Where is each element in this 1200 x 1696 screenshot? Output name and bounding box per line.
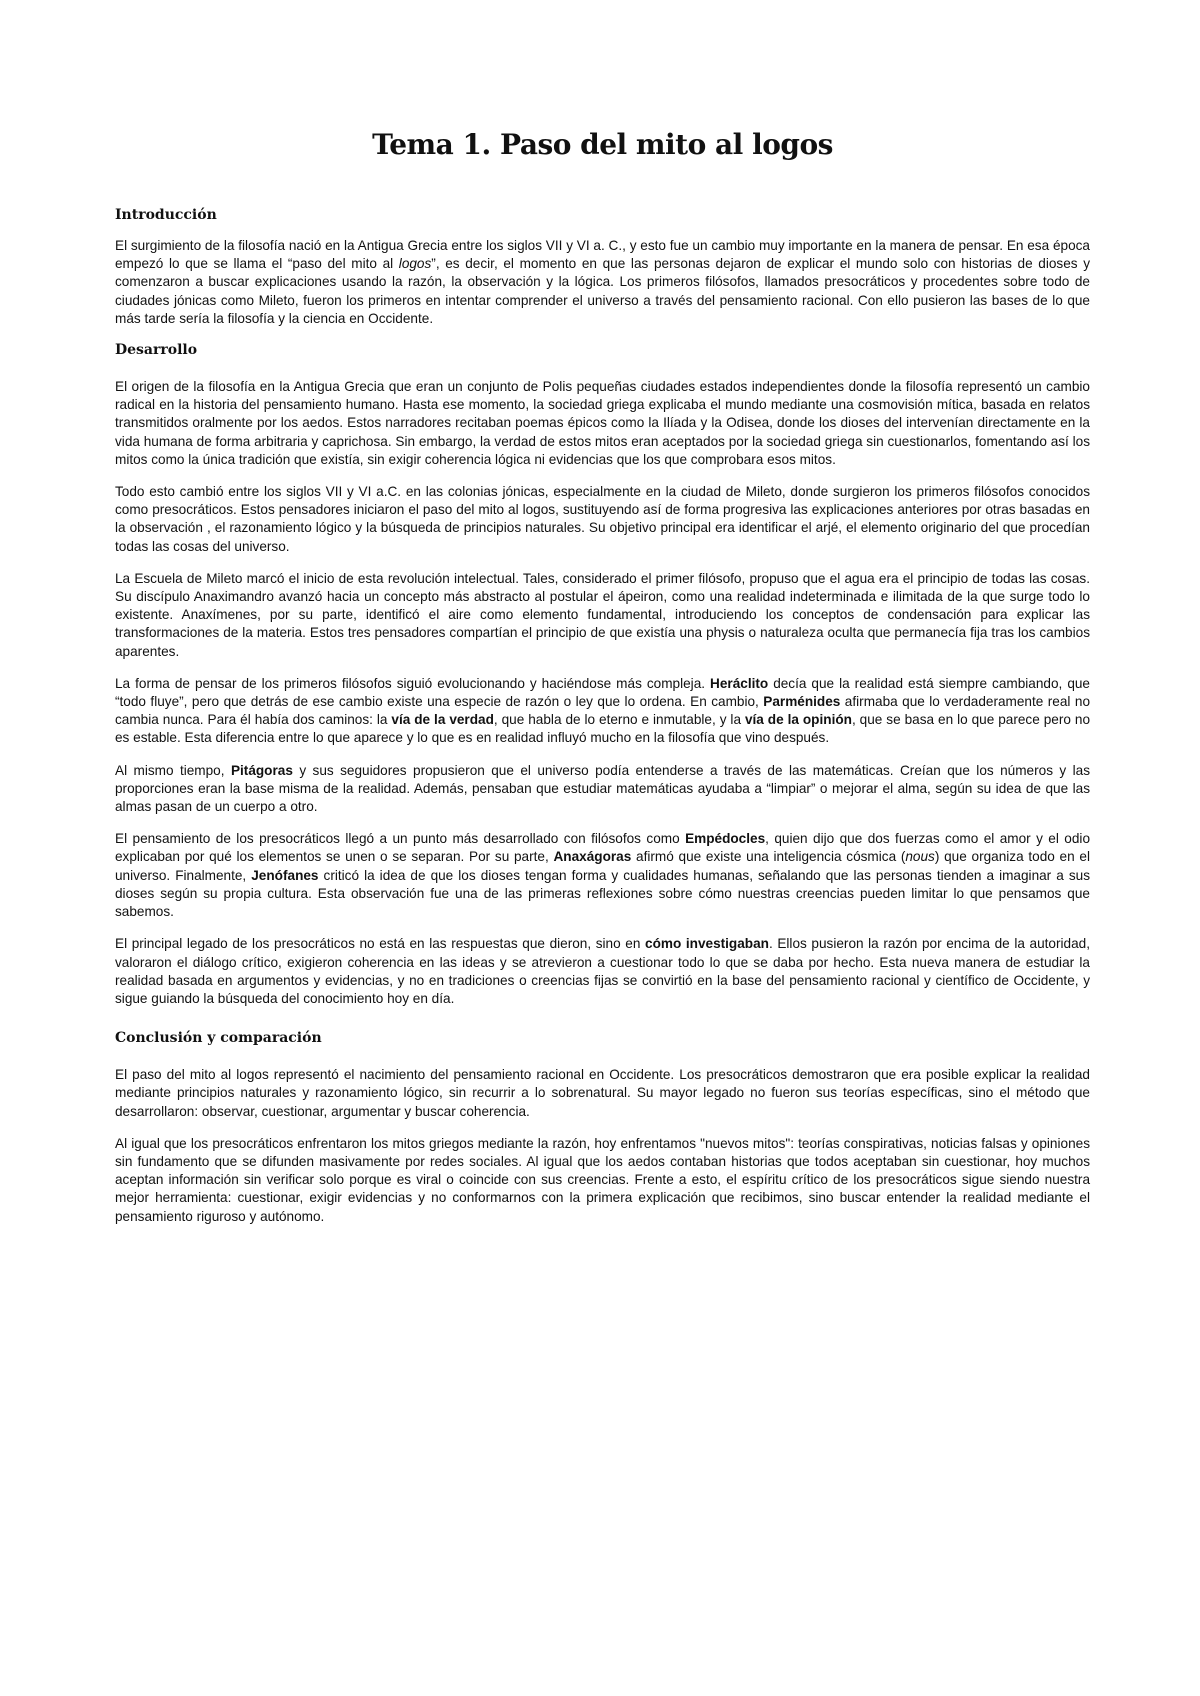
- term-anaxagoras: Anaxágoras: [553, 849, 632, 865]
- desarrollo-paragraph-1: El origen de la filosofía en la Antigua Grecia que eran un conjunto de Polis pequeñas ciudades estados independientes donde la filosofía representó un cambio radical en la historia del pensamiento humano. Hasta ese momento, la sociedad griega explicaba el mundo mediante una cosmovisión mítica, basada en relatos transmitidos oralmente por los aedos. Estos narradores recitaban poemas épicos como la Ilíada y la Odisea, donde los dioses del intervenían directamente en la vida humana de forma arbitraria y caprichosa. Sin embargo, la verdad de estos mitos eran aceptados por la sociedad griega sin cuestionarlos, fomentando así los mitos como la única tradición que existía, sin exigir coherencia lógica ni evidencias que los que comprobara esos mitos.: [115, 379, 1090, 467]
- desarrollo-paragraph-4: La forma de pensar de los primeros filósofos siguió evolucionando y haciéndose más compleja. Heráclito decía que la realidad está siempre cambiando, que “todo fluye”, pero que detrás de ese cambio existe una especie de razón o ley que lo ordena. En cambio, Parménides afirmaba que lo verdaderamente real no cambia nunca. Para él había dos caminos: la vía de la verdad, que habla de lo eterno e inmutable, y la vía de la opinión, que se basa en lo que parece pero no es estable. Esta diferencia entre lo que aparece y lo que es en realidad influyó mucho en la filosofía que vino después.: [115, 675, 1091, 746]
- section-heading-introduccion: Introducción: [115, 207, 217, 223]
- term-via-verdad: vía de la verdad: [391, 712, 494, 728]
- desarrollo-paragraph-3: La Escuela de Mileto marcó el inicio de esta revolución intelectual. Tales, considerado el primer filósofo, propuso que el agua era el principio de todas las cosas. Su discípulo Anaximandro avanzó hacia un concepto más abstracto al postular el ápeiron, como una realidad indeterminada e ilimitada de la que surge todo lo existente. Anaxímenes, por su parte, identificó el aire como elemento fundamental, introduciendo los conceptos de condensación para explicar las transformaciones de la materia. Estos tres pensadores compartían el principio de que existía una physis o naturaleza oculta que permanecía fija tras los cambios aparentes.: [115, 570, 1090, 659]
- term-pitagoras: Pitágoras: [230, 762, 293, 778]
- conclusion-paragraph-2: Al igual que los presocráticos enfrentaron los mitos griegos mediante la razón, hoy enfrentamos "nuevos mitos": teorías conspirativas, noticias falsas y opiniones sin fundamento que se difunden masivamente por redes sociales. Al igual que los aedos contaban historias que todos aceptaban sin cuestionar, hoy muchos aceptan información sin verificar solo porque es viral o coincide con sus creencias. Frente a esto, el espíritu crítico de los presocráticos sigue siendo nuestra mejor herramienta: cuestionar, exigir evidencias y no conformarnos con la primera explicación que recibimos, sino buscar entender la realidad mediante el pensamiento riguroso y autónomo.: [115, 1135, 1090, 1224]
- desarrollo-paragraph-5: Al mismo tiempo, Pitágoras y sus seguidores propusieron que el universo podía entenderse a través de las matemáticas. Creían que los números y las proporciones eran la base misma de la realidad. Además, pensaban que estudiar matemáticas ayudaba a “limpiar” o mejorar el alma, según su idea de que las almas pasan de un cuerpo a otro.: [115, 762, 1090, 815]
- section-heading-desarrollo: Desarrollo: [115, 342, 198, 359]
- term-nous: nous: [905, 849, 935, 865]
- section-spacer: [115, 1022, 1090, 1030]
- conclusion-paragraph-1: El paso del mito al logos representó el nacimiento del pensamiento racional en Occidente. Los presocráticos demostraron que era posible explicar la realidad mediante principios naturales y razonamiento lógico, sin recurrir a lo sobrenatural. Su mayor legado no fueron sus teorías específicas, sino el método que desarrollaron: observar, cuestionar, argumentar y buscar coherencia.: [115, 1067, 1090, 1119]
- logos-term: logos: [398, 256, 432, 272]
- term-parmenides: Parménides: [763, 694, 841, 710]
- term-jenofanes: Jenófanes: [251, 867, 319, 883]
- desarrollo-paragraph-2: Todo esto cambió entre los siglos VII y VI a.C. en las colonias jónicas, especialmente en la ciudad de Mileto, donde surgieron los primeros filósofos conocidos como presocráticos. Estos pensadores iniciaron el paso del mito al logos, sustituyendo así de forma progresiva las explicaciones anteriores por otras basadas en la observación , el razonamiento lógico y la búsqueda de principios naturales. Su objetivo principal era identificar el arjé, el elemento originario del que procedían todas las cosas del universo.: [115, 484, 1090, 554]
- term-como-investigaban: cómo investigaban: [645, 936, 769, 952]
- intro-paragraph: El surgimiento de la filosofía nació en la Antigua Grecia entre los siglos VII y VI a. C., y esto fue un cambio muy importante en la manera de pensar. En esa época empezó lo que se llama el “paso del mito al logos”, es decir, el momento en que las personas dejaron de explicar el mundo solo con historias de dioses y comenzaron a buscar explicaciones usando la razón, la observación y la lógica. Los primeros filósofos, llamados presocráticos y procedentes sobre todo de ciudades jónicas como Mileto, fueron los primeros en intentar comprender el universo a través del pensamiento racional. Con ello pusieron las bases de lo que más tarde sería la filosofía y la ciencia en Occidente.: [115, 238, 1090, 326]
- desarrollo-paragraph-6: El pensamiento de los presocráticos llegó a un punto más desarrollado con filósofos como Empédocles, quien dijo que dos fuerzas como el amor y el odio explicaban por qué los elementos se unen o se separan. Por su parte, Anaxágoras afirmó que existe una inteligencia cósmica (nous) que organiza todo en el universo. Finalmente, Jenófanes criticó la idea de que los dioses tengan forma y cualidades humanas, señalando que las personas tienden a imaginar a sus dioses según su propia cultura. Esta observación fue una de las primeras reflexiones sobre cómo nuestras creencias pueden limitar lo que pensamos que sabemos.: [115, 831, 1090, 920]
- term-heraclito: Heráclito: [710, 675, 769, 691]
- document-title: Tema 1. Paso del mito al logos: [372, 128, 833, 161]
- desarrollo-paragraph-7: El principal legado de los presocráticos no está en las respuestas que dieron, sino en cómo investigaban. Ellos pusieron la razón por encima de la autoridad, valoraron el diálogo crítico, exigieron coherencia en las ideas y se atrevieron a cuestionar todo lo que se daba por hecho. Esta nueva manera de estudiar la realidad basada en argumentos y evidencias, y no en tradiciones o creencias fijas se convirtió en la base del pensamiento racional y científico de Occidente, y sigue guiando la búsqueda del conocimiento hoy en día.: [115, 936, 1090, 1006]
- section-heading-conclusion: Conclusión y comparación: [115, 1030, 322, 1047]
- term-via-opinion: vía de la opinión: [744, 712, 852, 728]
- term-empedocles: Empédocles: [685, 831, 766, 847]
